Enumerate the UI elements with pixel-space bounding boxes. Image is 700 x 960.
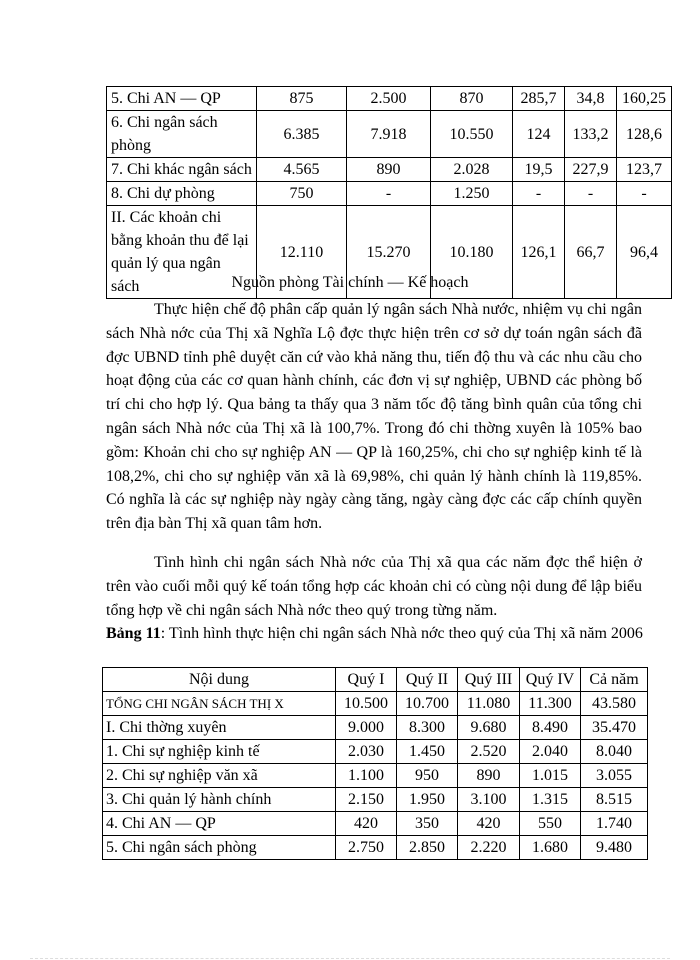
cell: 19,5	[513, 158, 565, 182]
cell: 3.055	[581, 764, 648, 788]
column-header: Quý I	[336, 668, 397, 692]
cell: 2.500	[347, 87, 431, 111]
table-row	[103, 692, 648, 716]
row-label: 4. Chi AN — QP	[103, 812, 336, 836]
cell: 1.015	[520, 764, 581, 788]
row-label: 6. Chi ngân sách phòng	[107, 111, 257, 158]
cell: 420	[336, 812, 397, 836]
column-header: Nội dung	[103, 668, 336, 692]
cell: 124	[513, 111, 565, 158]
cell: 8.300	[397, 716, 458, 740]
cell: 8.040	[581, 740, 648, 764]
paragraph-text: Tình hình chi ngân sách Nhà nớc của Thị xã qua các năm đợc thể hiện ở trên vào cuối mỗi quý kế toán tổng hợp các khoản chi có cùng nội dung để lập biểu tổng hợp về chi ngân sách Nhà nớc theo quý trong từng năm.	[106, 554, 642, 619]
table-row	[107, 87, 672, 111]
cell: 128,6	[617, 111, 672, 158]
page-divider	[30, 958, 670, 959]
cell: 2.040	[520, 740, 581, 764]
row-label: I. Chi thờng xuyên	[103, 716, 336, 740]
cell: 2.520	[458, 740, 520, 764]
paragraph-budget-analysis	[106, 298, 642, 536]
row-label: 8. Chi dự phòng	[107, 182, 257, 206]
cell: 15.270	[347, 206, 431, 299]
cell: 9.480	[581, 836, 648, 860]
table-row	[103, 788, 648, 812]
cell: 550	[520, 812, 581, 836]
column-header: Quý IV	[520, 668, 581, 692]
cell: 10.180	[431, 206, 513, 299]
cell: -	[617, 182, 672, 206]
cell: 7.918	[347, 111, 431, 158]
cell: 126,1	[513, 206, 565, 299]
cell: 43.580	[581, 692, 648, 716]
paragraph-text: Thực hiện chế độ phân cấp quản lý ngân sách Nhà nước, nhiệm vụ chi ngân sách Nhà nớc của Thị xã Nghĩa Lộ đợc thực hiện trên cơ sở dự toán ngân sách đã đợc UBND tỉnh phê duyệt căn cứ vào khả năng thu, tiến độ thu và các nhu cầu cho hoạt động của các cơ quan hành chính, các đơn vị sự nghiệp, UBND các phòng bố trí chi cho hợp lý. Qua bảng ta thấy qua 3 năm tốc độ tăng bình quân của tổng chi ngân sách Nhà nớc của Thị xã là 100,7%. Trong đó chi thờng xuyên là 105% bao gồm: Khoản chi cho sự nghiệp AN — QP là 160,25%, chi cho sự nghiệp kinh tế là 108,2%, chi cho sự nghiệp văn xã là 69,98%, chi quản lý hành chính là 119,85%. Có nghĩa là các sự nghiệp này ngày càng tăng, ngày càng đợc các cấp chính quyền trên địa bàn Thị xã quan tâm hơn.	[106, 301, 642, 533]
cell: 2.750	[336, 836, 397, 860]
row-label: 1. Chi sự nghiệp kinh tế	[103, 740, 336, 764]
cell: 11.300	[520, 692, 581, 716]
column-header: Quý II	[397, 668, 458, 692]
cell: 10.500	[336, 692, 397, 716]
row-label: 2. Chi sự nghiệp văn xã	[103, 764, 336, 788]
cell: -	[347, 182, 431, 206]
cell: 133,2	[565, 111, 617, 158]
cell: 3.100	[458, 788, 520, 812]
cell: 123,7	[617, 158, 672, 182]
table-row	[103, 812, 648, 836]
table-row	[107, 111, 672, 158]
row-label: TỔNG CHI NGÂN SÁCH THỊ X	[103, 692, 336, 716]
paragraph-quarterly-summary	[106, 551, 642, 622]
cell: 96,4	[617, 206, 672, 299]
table-row	[103, 740, 648, 764]
row-label: 3. Chi quản lý hành chính	[103, 788, 336, 812]
row-label: 5. Chi ngân sách phòng	[103, 836, 336, 860]
cell: 2.150	[336, 788, 397, 812]
table-title-text: : Tình hình thực hiện chi ngân sách Nhà nớc theo quý của Thị xã năm 2006	[160, 625, 643, 642]
cell: 12.110	[257, 206, 347, 299]
cell: 9.000	[336, 716, 397, 740]
cell: 9.680	[458, 716, 520, 740]
cell: 6.385	[257, 111, 347, 158]
table-row	[103, 716, 648, 740]
budget-comparison-table	[106, 86, 672, 299]
cell: 10.700	[397, 692, 458, 716]
cell: 1.100	[336, 764, 397, 788]
cell: 1.680	[520, 836, 581, 860]
cell: 4.565	[257, 158, 347, 182]
cell: 750	[257, 182, 347, 206]
table-row	[103, 764, 648, 788]
cell: 875	[257, 87, 347, 111]
table-header-row	[103, 668, 648, 692]
cell: 890	[458, 764, 520, 788]
column-header: Cả năm	[581, 668, 648, 692]
cell: 2.028	[431, 158, 513, 182]
cell: 66,7	[565, 206, 617, 299]
cell: 1.740	[581, 812, 648, 836]
cell: 350	[397, 812, 458, 836]
cell: 227,9	[565, 158, 617, 182]
cell: 160,25	[617, 87, 672, 111]
cell: 35.470	[581, 716, 648, 740]
quarterly-budget-table	[102, 667, 648, 860]
cell: 1.450	[397, 740, 458, 764]
column-header: Quý III	[458, 668, 520, 692]
cell: 1.315	[520, 788, 581, 812]
cell: 950	[397, 764, 458, 788]
cell: -	[565, 182, 617, 206]
cell: 285,7	[513, 87, 565, 111]
cell: 1.250	[431, 182, 513, 206]
table-row	[103, 836, 648, 860]
table-title	[106, 622, 646, 645]
row-label: 7. Chi khác ngân sách	[107, 158, 257, 182]
cell: 11.080	[458, 692, 520, 716]
table-row	[107, 182, 672, 206]
cell: 1.950	[397, 788, 458, 812]
cell: 420	[458, 812, 520, 836]
cell: 10.550	[431, 111, 513, 158]
table-row	[107, 158, 672, 182]
table-number: Bảng 11	[106, 625, 161, 642]
cell: 8.515	[581, 788, 648, 812]
cell: 2.030	[336, 740, 397, 764]
cell: 8.490	[520, 716, 581, 740]
cell: 870	[431, 87, 513, 111]
cell: -	[513, 182, 565, 206]
source-caption: Nguồn phòng Tài chính — Kế hoạch	[231, 274, 469, 291]
cell: 34,8	[565, 87, 617, 111]
row-label: II. Các khoản chi bằng khoản thu để lại quản lý qua ngân sách	[107, 206, 257, 299]
cell: 2.220	[458, 836, 520, 860]
row-label: 5. Chi AN — QP	[107, 87, 257, 111]
cell: 2.850	[397, 836, 458, 860]
cell: 890	[347, 158, 431, 182]
